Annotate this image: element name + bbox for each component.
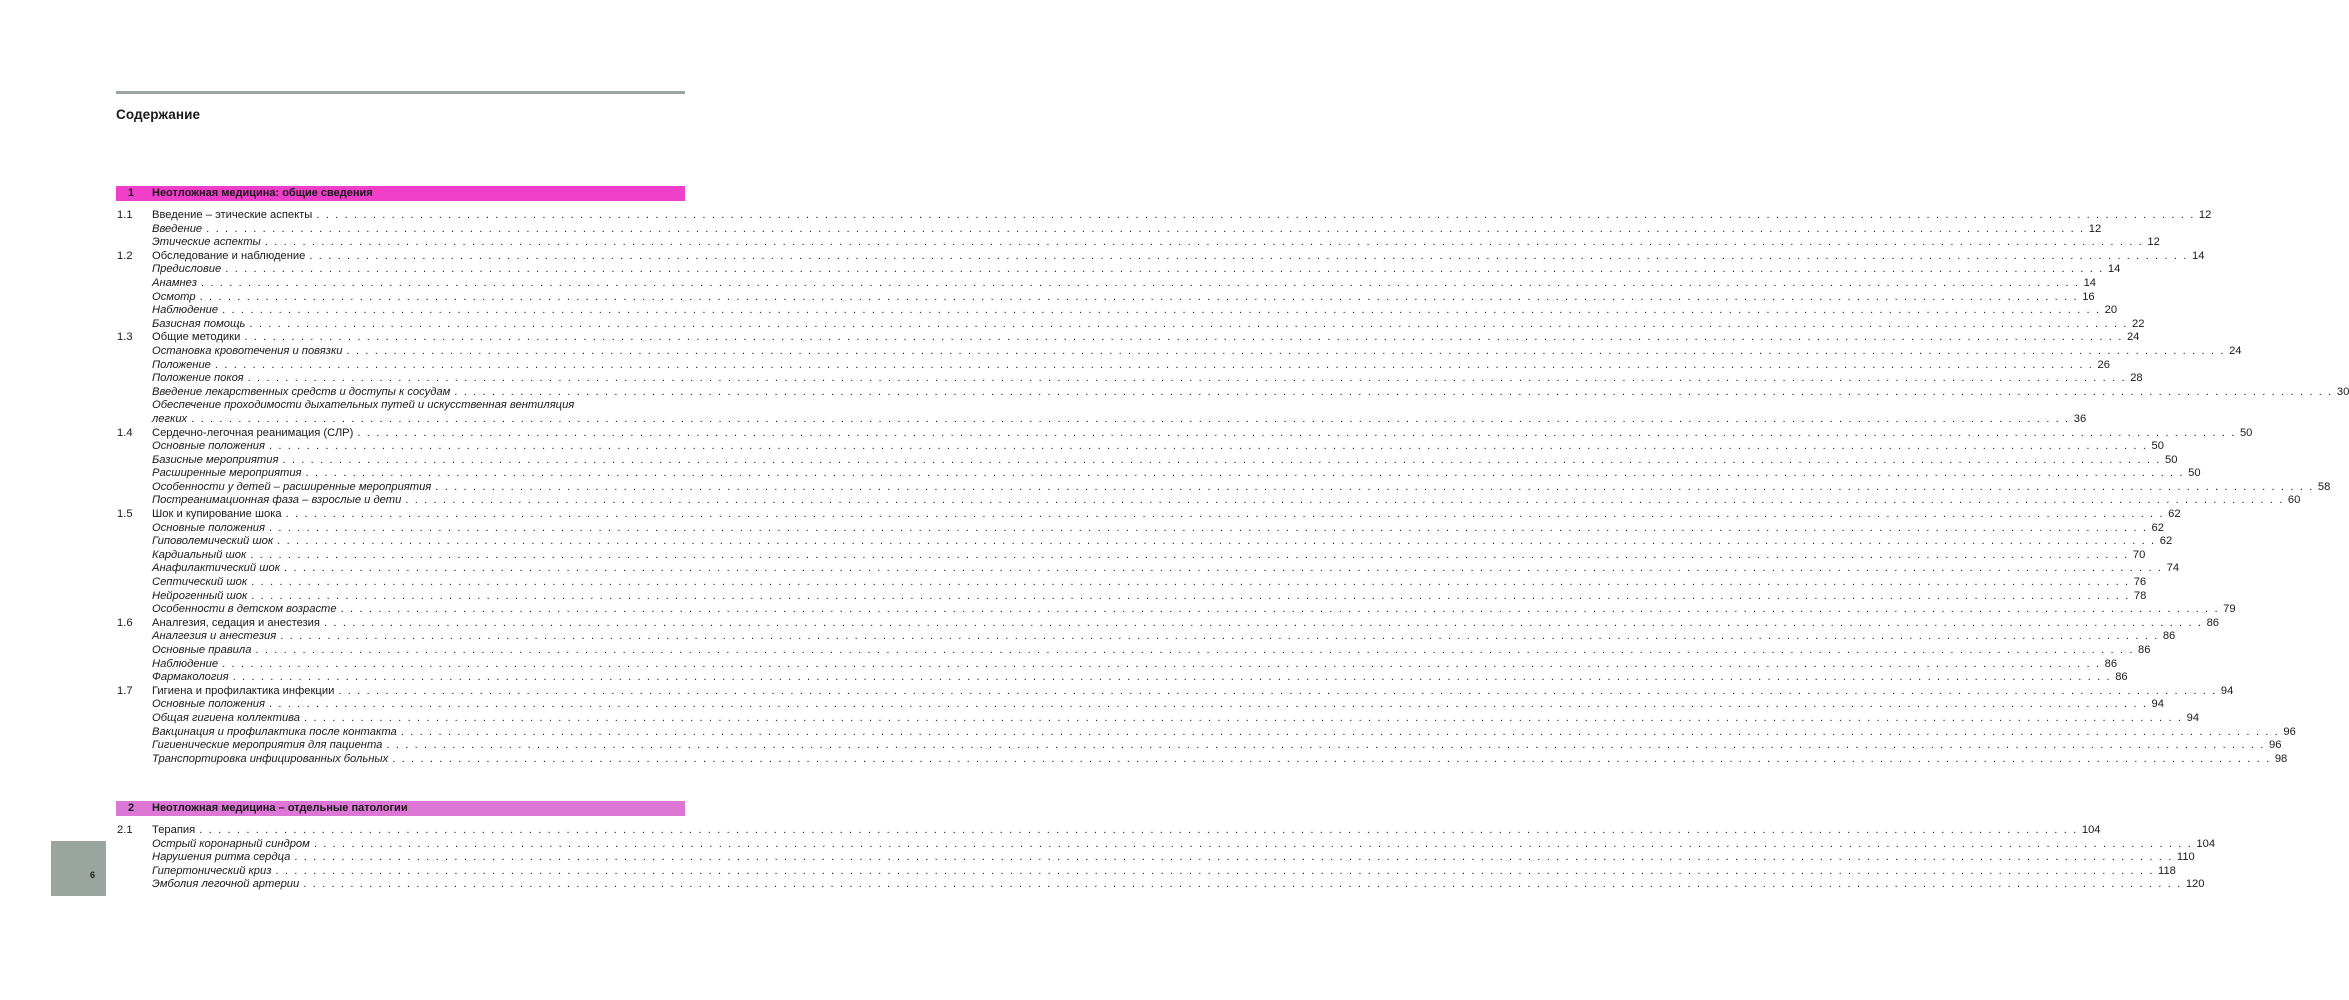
dot-leader: . . . . . . . . . . . . . . . . . . . . . . . . . . . . . . . . . . . . . . . . . . . . . . . . . . . . . . . . . . . . . . . . . . . . . . . . . . . . . . . . . . . . . . . . . . . . . . . . . . . . . . . . . . . . . . . . . . . . . . . . . . . . . . . . . . . . . . . . . . . . . . . . . . . . . . . . . . . . . . . . . . . . . . . . . . . . . . . . . . . . . . . . . . . . . . . . . . . . . . . . bbox=[282, 453, 2162, 466]
entry-page: 12 bbox=[2147, 236, 2160, 249]
toc-subentry bbox=[116, 385, 2349, 400]
dot-leader: . . . . . . . . . . . . . . . . . . . . . . . . . . . . . . . . . . . . . . . . . . . . . . . . . . . . . . . . . . . . . . . . . . . . . . . . . . . . . . . . . . . . . . . . . . . . . . . . . . . . . . . . . . . . . . . . . . . . . . . . . . . . . . . . . . . . . . . . . . . . . . . . . . . . . . . . . . . . . . . . . . . . . . . . . . . . . . . . . . . . . . . . . . . . . . . . . . . . . . . . bbox=[405, 494, 2284, 507]
entry-page: 12 bbox=[2198, 209, 2212, 221]
entry-number: 2.1 bbox=[117, 824, 133, 836]
dot-leader: . . . . . . . . . . . . . . . . . . . . . . . . . . . . . . . . . . . . . . . . . . . . . . . . . . . . . . . . . . . . . . . . . . . . . . . . . . . . . . . . . . . . . . . . . . . . . . . . . . . . . . . . . . . . . . . . . . . . . . . . . . . . . . . . . . . . . . . . . . . . . . . . . . . . . . . . . . . . . . . . . . . . . . . . . . . . . . . . . . . . . . . . . . . . . . . . . . . . . . . . bbox=[214, 358, 2094, 371]
dot-leader: . . . . . . . . . . . . . . . . . . . . . . . . . . . . . . . . . . . . . . . . . . . . . . . . . . . . . . . . . . . . . . . . . . . . . . . . . . . . . . . . . . . . . . . . . . . . . . . . . . . . . . . . . . . . . . . . . . . . . . . . . . . . . . . . . . . . . . . . . . . . . . . . . . . . . . . . . . . . . . . . . . . . . . . . . . . . . . . . . . . . . . . . . . . . . . . . . . . . . . . . bbox=[255, 644, 2135, 656]
dot-leader: . . . . . . . . . . . . . . . . . . . . . . . . . . . . . . . . . . . . . . . . . . . . . . . . . . . . . . . . . . . . . . . . . . . . . . . . . . . . . . . . . . . . . . . . . . . . . . . . . . . . . . . . . . . . . . . . . . . . . . . . . . . . . . . . . . . . . . . . . . . . . . . . . . . . . . . . . . . . . . . . . . . . . . . . . . . . . . . . . . . . . . . . . . . . . . . . . . . . . . . . bbox=[244, 331, 2123, 344]
dot-leader: . . . . . . . . . . . . . . . . . . . . . . . . . . . . . . . . . . . . . . . . . . . . . . . . . . . . . . . . . . . . . . . . . . . . . . . . . . . . . . . . . . . . . . . . . . . . . . . . . . . . . . . . . . . . . . . . . . . . . . . . . . . . . . . . . . . . . . . . . . . . . . . . . . . . . . . . . . . . . . . . . . . . . . . . . . . . . . . . . . . . . . . . . . . . . . . . . . . . . . . . bbox=[222, 657, 2101, 670]
entry-number: 1.7 bbox=[117, 684, 133, 697]
dot-leader: . . . . . . . . . . . . . . . . . . . . . . . . . . . . . . . . . . . . . . . . . . . . . . . . . . . . . . . . . . . . . . . . . . . . . . . . . . . . . . . . . . . . . . . . . . . . . . . . . . . . . . . . . . . . . . . . . . . . . . . . . . . . . . . . . . . . . . . . . . . . . . . . . . . . . . . . . . . . . . . . . . . . . . . . . . . . . . . . . . . . . . . . . . . . . . . . . . . . . . . . bbox=[225, 263, 2104, 276]
entry-title: Фармакология bbox=[152, 671, 229, 684]
entry-line bbox=[152, 616, 2220, 631]
entry-title: Положение покоя bbox=[152, 372, 244, 385]
entry-title: Терапия bbox=[152, 824, 196, 836]
entry-title: Остановка кровотечения и повязки bbox=[152, 344, 343, 357]
entry-line bbox=[152, 562, 2180, 576]
entry-line bbox=[152, 589, 2147, 604]
entry-line bbox=[152, 698, 2164, 712]
dot-leader: . . . . . . . . . . . . . . . . . . . . . . . . . . . . . . . . . . . . . . . . . . . . . . . . . . . . . . . . . . . . . . . . . . . . . . . . . . . . . . . . . . . . . . . . . . . . . . . . . . . . . . . . . . . . . . . . . . . . . . . . . . . . . . . . . . . . . . . . . . . . . . . . . . . . . . . . . . . . . . . . . . . . . . . . . . . . . . . . . . . . . . . . . . . . . . . . . . . . . . . . bbox=[249, 317, 2129, 330]
entry-line bbox=[152, 222, 2102, 237]
toc-subentry bbox=[116, 603, 2236, 617]
entry-page: 78 bbox=[2133, 589, 2147, 602]
entry-title: Постреанимационная фаза – взрослые и дети bbox=[152, 494, 402, 507]
entry-page: 110 bbox=[2176, 851, 2195, 864]
entry-line bbox=[152, 276, 2097, 291]
entry-page: 12 bbox=[2088, 222, 2102, 235]
entry-page: 36 bbox=[2073, 412, 2087, 425]
dot-leader: . . . . . . . . . . . . . . . . . . . . . . . . . . . . . . . . . . . . . . . . . . . . . . . . . . . . . . . . . . . . . . . . . . . . . . . . . . . . . . . . . . . . . . . . . . . . . . . . . . . . . . . . . . . . . . . . . . . . . . . . . . . . . . . . . . . . . . . . . . . . . . . . . . . . . . . . . . . . . . . . . . . . . . . . . . . . . . . . . . . . . . . . . . . . . . . . . . . . . . . . bbox=[232, 671, 2112, 684]
entry-line bbox=[152, 236, 2160, 250]
toc-subentry bbox=[116, 644, 2151, 658]
entry-line bbox=[152, 864, 2176, 879]
toc-subentry bbox=[116, 837, 2216, 852]
entry-title: Расширенные мероприятия bbox=[152, 467, 302, 480]
entry-title: Кардиальный шок bbox=[152, 548, 247, 561]
entry-line bbox=[152, 837, 2216, 852]
entry-page: 94 bbox=[2151, 698, 2164, 711]
entry-line bbox=[152, 684, 2234, 699]
entry-title: Гигиенические мероприятия для пациента bbox=[152, 739, 383, 752]
toc-subentry bbox=[116, 304, 2118, 318]
dot-leader: . . . . . . . . . . . . . . . . . . . . . . . . . . . . . . . . . . . . . . . . . . . . . . . . . . . . . . . . . . . . . . . . . . . . . . . . . . . . . . . . . . . . . . . . . . . . . . . . . . . . . . . . . . . . . . . . . . . . . . . . . . . . . . . . . . . . . . . . . . . . . . . . . . . . . . . . . . . . . . . . . . . . . . . . . . . . . . . . . . . . . . . . . . . . . . . . . . . . . . . . bbox=[323, 616, 2203, 629]
dot-leader: . . . . . . . . . . . . . . . . . . . . . . . . . . . . . . . . . . . . . . . . . . . . . . . . . . . . . . . . . . . . . . . . . . . . . . . . . . . . . . . . . . . . . . . . . . . . . . . . . . . . . . . . . . . . . . . . . . . . . . . . . . . . . . . . . . . . . . . . . . . . . . . . . . . . . . . . . . . . . . . . . . . . . . . . . . . . . . . . . . . . . . . . . . . . . . . . . . . . . . . . bbox=[340, 603, 2220, 616]
entry-line bbox=[152, 576, 2147, 590]
section-header-1 bbox=[116, 186, 685, 201]
entry-page: 86 bbox=[2138, 644, 2151, 656]
toc-entry bbox=[116, 209, 2212, 223]
entry-page: 79 bbox=[2223, 603, 2236, 616]
toc-subentry bbox=[116, 236, 2160, 250]
entry-line bbox=[152, 412, 2087, 427]
entry-title: Положение bbox=[152, 358, 211, 371]
entry-title: Введение – этические аспекты bbox=[152, 209, 313, 221]
entry-page: 86 bbox=[2104, 657, 2118, 670]
dot-leader: . . . . . . . . . . . . . . . . . . . . . . . . . . . . . . . . . . . . . . . . . . . . . . . . . . . . . . . . . . . . . . . . . . . . . . . . . . . . . . . . . . . . . . . . . . . . . . . . . . . . . . . . . . . . . . . . . . . . . . . . . . . . . . . . . . . . . . . . . . . . . . . . . . . . . . . . . . . . . . . . . . . . . . . . . . . . . . . . . . . . . . . . . . . . . . . . . . . . . . . . bbox=[191, 412, 2070, 425]
section-number: 2 bbox=[128, 802, 135, 814]
toc-subentry bbox=[116, 440, 2164, 454]
entry-number: 1.6 bbox=[117, 616, 133, 629]
entry-page: 62 bbox=[2168, 508, 2181, 521]
dot-leader: . . . . . . . . . . . . . . . . . . . . . . . . . . . . . . . . . . . . . . . . . . . . . . . . . . . . . . . . . . . . . . . . . . . . . . . . . . . . . . . . . . . . . . . . . . . . . . . . . . . . . . . . . . . . . . . . . . . . . . . . . . . . . . . . . . . . . . . . . . . . . . . . . . . . . . . . . . . . . . . . . . . . . . . . . . . . . . . . . . . . . . . . . . . . . . . . . . . . . . . . bbox=[277, 535, 2156, 548]
entry-line bbox=[152, 548, 2146, 563]
entry-page: 60 bbox=[2287, 494, 2301, 507]
entry-title: Гигиена и профилактика инфекции bbox=[152, 684, 335, 697]
toc-subentry bbox=[116, 372, 2143, 386]
entry-page: 26 bbox=[2097, 358, 2110, 371]
entry-title: Особенности у детей – расширенные мероприятия bbox=[152, 480, 432, 493]
entry-line bbox=[152, 385, 2349, 400]
entry-line bbox=[152, 657, 2118, 672]
entry-line bbox=[152, 426, 2253, 441]
entry-page: 94 bbox=[2220, 684, 2234, 697]
entry-title: Острый коронарный синдром bbox=[152, 837, 310, 850]
entry-page: 70 bbox=[2132, 548, 2146, 561]
entry-line bbox=[152, 671, 2128, 685]
dot-leader: . . . . . . . . . . . . . . . . . . . . . . . . . . . . . . . . . . . . . . . . . . . . . . . . . . . . . . . . . . . . . . . . . . . . . . . . . . . . . . . . . . . . . . . . . . . . . . . . . . . . . . . . . . . . . . . . . . . . . . . . . . . . . . . . . . . . . . . . . . . . . . . . . . . . . . . . . . . . . . . . . . . . . . . . . . . . . . . . . . . . . . . . . . . . . . . . . . . . . . . . bbox=[357, 426, 2236, 439]
entry-line bbox=[152, 535, 2173, 549]
entry-number: 1.4 bbox=[117, 426, 133, 439]
entry-page: 14 bbox=[2107, 263, 2121, 276]
toc-subentry bbox=[116, 698, 2164, 712]
section-title: Неотложная медицина: общие сведения bbox=[152, 187, 373, 199]
dot-leader: . . . . . . . . . . . . . . . . . . . . . . . . . . . . . . . . . . . . . . . . . . . . . . . . . . . . . . . . . . . . . . . . . . . . . . . . . . . . . . . . . . . . . . . . . . . . . . . . . . . . . . . . . . . . . . . . . . . . . . . . . . . . . . . . . . . . . . . . . . . . . . . . . . . . . . . . . . . . . . . . . . . . . . . . . . . . . . . . . . . . . . . . . . . . . . . . . . . . . . . . bbox=[206, 222, 2085, 235]
page-tab bbox=[51, 841, 106, 896]
entry-line bbox=[152, 711, 2200, 726]
entry-page: 62 bbox=[2159, 535, 2173, 548]
toc-section-2 bbox=[116, 824, 2216, 892]
entry-line bbox=[152, 630, 2176, 644]
entry-page: 86 bbox=[2162, 630, 2176, 643]
entry-page: 86 bbox=[2115, 671, 2128, 684]
dot-leader: . . . . . . . . . . . . . . . . . . . . . . . . . . . . . . . . . . . . . . . . . . . . . . . . . . . . . . . . . . . . . . . . . . . . . . . . . . . . . . . . . . . . . . . . . . . . . . . . . . . . . . . . . . . . . . . . . . . . . . . . . . . . . . . . . . . . . . . . . . . . . . . . . . . . . . . . . . . . . . . . . . . . . . . . . . . . . . . . . . . . . . . . . . . . . . . . . . . . . . . . bbox=[313, 837, 2193, 850]
entry-title: Аналгезия и анестезия bbox=[152, 630, 277, 643]
toc-subentry bbox=[116, 548, 2146, 563]
entry-title: Предисловие bbox=[152, 263, 222, 276]
dot-leader: . . . . . . . . . . . . . . . . . . . . . . . . . . . . . . . . . . . . . . . . . . . . . . . . . . . . . . . . . . . . . . . . . . . . . . . . . . . . . . . . . . . . . . . . . . . . . . . . . . . . . . . . . . . . . . . . . . . . . . . . . . . . . . . . . . . . . . . . . . . . . . . . . . . . . . . . . . . . . . . . . . . . . . . . . . . . . . . . . . . . . . . . . . . . . . . . . . . . . . . . bbox=[285, 508, 2165, 521]
toc-subentry bbox=[116, 480, 2331, 495]
toc-subentry bbox=[116, 290, 2095, 305]
entry-page: 98 bbox=[2274, 752, 2288, 765]
entry-line bbox=[152, 440, 2164, 454]
entry-line bbox=[152, 508, 2181, 522]
dot-leader: . . . . . . . . . . . . . . . . . . . . . . . . . . . . . . . . . . . . . . . . . . . . . . . . . . . . . . . . . . . . . . . . . . . . . . . . . . . . . . . . . . . . . . . . . . . . . . . . . . . . . . . . . . . . . . . . . . . . . . . . . . . . . . . . . . . . . . . . . . . . . . . . . . . . . . . . . . . . . . . . . . . . . . . . . . . . . . . . . . . . . . . . . . . . . . . . . . . . . . . . bbox=[251, 589, 2130, 602]
toc-subentry bbox=[116, 739, 2282, 753]
entry-line bbox=[152, 263, 2121, 277]
entry-title: Основные положения bbox=[152, 440, 265, 453]
toc-section-1 bbox=[116, 209, 2349, 766]
dot-leader: . . . . . . . . . . . . . . . . . . . . . . . . . . . . . . . . . . . . . . . . . . . . . . . . . . . . . . . . . . . . . . . . . . . . . . . . . . . . . . . . . . . . . . . . . . . . . . . . . . . . . . . . . . . . . . . . . . . . . . . . . . . . . . . . . . . . . . . . . . . . . . . . . . . . . . . . . . . . . . . . . . . . . . . . . . . . . . . . . . . . . . . . . . . . . . . . . . . . . . . . bbox=[392, 752, 2271, 765]
toc-subentry bbox=[116, 399, 685, 413]
entry-number: 1.1 bbox=[117, 209, 133, 221]
entry-line bbox=[152, 290, 2095, 305]
entry-title: Септический шок bbox=[152, 576, 248, 589]
dot-leader: . . . . . . . . . . . . . . . . . . . . . . . . . . . . . . . . . . . . . . . . . . . . . . . . . . . . . . . . . . . . . . . . . . . . . . . . . . . . . . . . . . . . . . . . . . . . . . . . . . . . . . . . . . . . . . . . . . . . . . . . . . . . . . . . . . . . . . . . . . . . . . . . . . . . . . . . . . . . . . . . . . . . . . . . . . . . . . . . . . . . . . . . . . . . . . . . . . . . . . . . bbox=[346, 344, 2226, 357]
entry-page: 86 bbox=[2206, 616, 2220, 629]
toc-entry bbox=[116, 331, 2140, 345]
dot-leader: . . . . . . . . . . . . . . . . . . . . . . . . . . . . . . . . . . . . . . . . . . . . . . . . . . . . . . . . . . . . . . . . . . . . . . . . . . . . . . . . . . . . . . . . . . . . . . . . . . . . . . . . . . . . . . . . . . . . . . . . . . . . . . . . . . . . . . . . . . . . . . . . . . . . . . . . . . . . . . . . . . . . . . . . . . . . . . . . . . . . . . . . . . . . . . . . . . . . . . . . bbox=[303, 878, 2182, 891]
entry-title: Анамнез bbox=[152, 276, 197, 289]
entry-title: Обеспечение проходимости дыхательных путей и искусственная вентиляция bbox=[152, 399, 575, 412]
entry-page: 30 bbox=[2336, 385, 2349, 398]
dot-leader: . . . . . . . . . . . . . . . . . . . . . . . . . . . . . . . . . . . . . . . . . . . . . . . . . . . . . . . . . . . . . . . . . . . . . . . . . . . . . . . . . . . . . . . . . . . . . . . . . . . . . . . . . . . . . . . . . . . . . . . . . . . . . . . . . . . . . . . . . . . . . . . . . . . . . . . . . . . . . . . . . . . . . . . . . . . . . . . . . . . . . . . . . . . . . . . . . . . . . . . . bbox=[250, 548, 2129, 561]
entry-title: Транспортировка инфицированных больных bbox=[152, 752, 389, 765]
entry-line bbox=[152, 752, 2288, 767]
entry-line bbox=[152, 739, 2282, 753]
toc-entry bbox=[116, 616, 2220, 631]
dot-leader: . . . . . . . . . . . . . . . . . . . . . . . . . . . . . . . . . . . . . . . . . . . . . . . . . . . . . . . . . . . . . . . . . . . . . . . . . . . . . . . . . . . . . . . . . . . . . . . . . . . . . . . . . . . . . . . . . . . . . . . . . . . . . . . . . . . . . . . . . . . . . . . . . . . . . . . . . . . . . . . . . . . . . . . . . . . . . . . . . . . . . . . . . . . . . . . . . . . . . . . . bbox=[284, 562, 2163, 575]
toc-subentry bbox=[116, 521, 2164, 536]
entry-page: 14 bbox=[2191, 249, 2205, 262]
entry-line bbox=[152, 331, 2140, 345]
toc-subentry bbox=[116, 657, 2118, 672]
entry-title: Основные положения bbox=[152, 698, 265, 711]
toc-subentry bbox=[116, 535, 2173, 549]
entry-line bbox=[152, 399, 685, 413]
entry-line bbox=[152, 453, 2178, 468]
dot-leader: . . . . . . . . . . . . . . . . . . . . . . . . . . . . . . . . . . . . . . . . . . . . . . . . . . . . . . . . . . . . . . . . . . . . . . . . . . . . . . . . . . . . . . . . . . . . . . . . . . . . . . . . . . . . . . . . . . . . . . . . . . . . . . . . . . . . . . . . . . . . . . . . . . . . . . . . . . . . . . . . . . . . . . . . . . . . . . . . . . . . . . . . . . . . . . . . . . . . . . . . bbox=[200, 276, 2080, 289]
entry-page: 96 bbox=[2268, 739, 2282, 752]
entry-line bbox=[152, 603, 2236, 617]
entry-page: 76 bbox=[2133, 576, 2147, 589]
entry-page: 104 bbox=[2196, 837, 2216, 850]
entry-page: 74 bbox=[2166, 562, 2180, 575]
section-header-2 bbox=[116, 801, 685, 816]
entry-title: Введение bbox=[152, 222, 203, 235]
entry-line bbox=[152, 344, 2242, 359]
entry-title: Сердечно-легочная реанимация (СЛР) bbox=[152, 426, 354, 439]
section-number: 1 bbox=[128, 187, 135, 199]
dot-leader: . . . . . . . . . . . . . . . . . . . . . . . . . . . . . . . . . . . . . . . . . . . . . . . . . . . . . . . . . . . . . . . . . . . . . . . . . . . . . . . . . . . . . . . . . . . . . . . . . . . . . . . . . . . . . . . . . . . . . . . . . . . . . . . . . . . . . . . . . . . . . . . . . . . . . . . . . . . . . . . . . . . . . . . . . . . . . . . . . . . . . . . . . . . . . . . . . . . . . . . . bbox=[199, 824, 2078, 836]
entry-page: 50 bbox=[2188, 467, 2201, 480]
dot-leader: . . . . . . . . . . . . . . . . . . . . . . . . . . . . . . . . . . . . . . . . . . . . . . . . . . . . . . . . . . . . . . . . . . . . . . . . . . . . . . . . . . . . . . . . . . . . . . . . . . . . . . . . . . . . . . . . . . . . . . . . . . . . . . . . . . . . . . . . . . . . . . . . . . . . . . . . . . . . . . . . . . . . . . . . . . . . . . . . . . . . . . . . . . . . . . . . . . . . . . . . bbox=[264, 236, 2144, 249]
entry-line bbox=[152, 824, 2101, 838]
toc-subentry bbox=[116, 671, 2128, 685]
entry-title: Эмболия легочной артерии bbox=[152, 878, 300, 891]
toc-entry bbox=[116, 684, 2234, 699]
entry-page: 20 bbox=[2104, 304, 2118, 317]
entry-title: Гипертонический криз bbox=[152, 864, 272, 877]
dot-leader: . . . . . . . . . . . . . . . . . . . . . . . . . . . . . . . . . . . . . . . . . . . . . . . . . . . . . . . . . . . . . . . . . . . . . . . . . . . . . . . . . . . . . . . . . . . . . . . . . . . . . . . . . . . . . . . . . . . . . . . . . . . . . . . . . . . . . . . . . . . . . . . . . . . . . . . . . . . . . . . . . . . . . . . . . . . . . . . . . . . . . . . . . . . . . . . . . . . . . . . . bbox=[294, 851, 2173, 864]
dot-leader: . . . . . . . . . . . . . . . . . . . . . . . . . . . . . . . . . . . . . . . . . . . . . . . . . . . . . . . . . . . . . . . . . . . . . . . . . . . . . . . . . . . . . . . . . . . . . . . . . . . . . . . . . . . . . . . . . . . . . . . . . . . . . . . . . . . . . . . . . . . . . . . . . . . . . . . . . . . . . . . . . . . . . . . . . . . . . . . . . . . . . . . . . . . . . . . . . . . . . . . . bbox=[435, 480, 2314, 493]
entry-page: 50 bbox=[2239, 426, 2253, 439]
dot-leader: . . . . . . . . . . . . . . . . . . . . . . . . . . . . . . . . . . . . . . . . . . . . . . . . . . . . . . . . . . . . . . . . . . . . . . . . . . . . . . . . . . . . . . . . . . . . . . . . . . . . . . . . . . . . . . . . . . . . . . . . . . . . . . . . . . . . . . . . . . . . . . . . . . . . . . . . . . . . . . . . . . . . . . . . . . . . . . . . . . . . . . . . . . . . . . . . . . . . . . . . bbox=[454, 385, 2333, 398]
entry-number: 1.3 bbox=[117, 331, 133, 344]
entry-title: Нарушения ритма сердца bbox=[152, 851, 291, 864]
entry-title: Вакцинация и профилактика после контакта bbox=[152, 725, 397, 738]
entry-title: Шок и купирование шока bbox=[152, 508, 282, 521]
toc-subentry bbox=[116, 630, 2176, 644]
entry-page: 50 bbox=[2165, 453, 2178, 466]
toc-subentry bbox=[116, 453, 2178, 468]
toc-subentry bbox=[116, 222, 2102, 237]
entry-line bbox=[152, 249, 2205, 264]
entry-title: Этические аспекты bbox=[152, 236, 261, 249]
dot-leader: . . . . . . . . . . . . . . . . . . . . . . . . . . . . . . . . . . . . . . . . . . . . . . . . . . . . . . . . . . . . . . . . . . . . . . . . . . . . . . . . . . . . . . . . . . . . . . . . . . . . . . . . . . . . . . . . . . . . . . . . . . . . . . . . . . . . . . . . . . . . . . . . . . . . . . . . . . . . . . . . . . . . . . . . . . . . . . . . . . . . . . . . . . . . . . . . . . . . . . . . bbox=[199, 290, 2079, 303]
entry-title: Особенности в детском возрасте bbox=[152, 603, 337, 616]
entry-page: 22 bbox=[2132, 317, 2145, 330]
toc-subentry bbox=[116, 711, 2200, 726]
entry-page: 94 bbox=[2186, 711, 2200, 724]
entry-line bbox=[152, 358, 2110, 373]
dot-leader: . . . . . . . . . . . . . . . . . . . . . . . . . . . . . . . . . . . . . . . . . . . . . . . . . . . . . . . . . . . . . . . . . . . . . . . . . . . . . . . . . . . . . . . . . . . . . . . . . . . . . . . . . . . . . . . . . . . . . . . . . . . . . . . . . . . . . . . . . . . . . . . . . . . . . . . . . . . . . . . . . . . . . . . . . . . . . . . . . . . . . . . . . . . . . . . . . . . . . . . . bbox=[386, 739, 2265, 752]
entry-line bbox=[152, 725, 2296, 740]
dot-leader: . . . . . . . . . . . . . . . . . . . . . . . . . . . . . . . . . . . . . . . . . . . . . . . . . . . . . . . . . . . . . . . . . . . . . . . . . . . . . . . . . . . . . . . . . . . . . . . . . . . . . . . . . . . . . . . . . . . . . . . . . . . . . . . . . . . . . . . . . . . . . . . . . . . . . . . . . . . . . . . . . . . . . . . . . . . . . . . . . . . . . . . . . . . . . . . . . . . . . . . . bbox=[400, 725, 2280, 738]
entry-line bbox=[152, 644, 2151, 658]
entry-title: Базисная помощь bbox=[152, 317, 246, 330]
toc-subentry bbox=[116, 752, 2288, 767]
entry-title: Основные положения bbox=[152, 521, 265, 534]
entry-title: Нейрогенный шок bbox=[152, 589, 248, 602]
entry-page: 58 bbox=[2317, 480, 2331, 493]
toc-subentry bbox=[116, 412, 2087, 427]
entry-title: Анафилактический шок bbox=[152, 562, 280, 575]
toc-subentry bbox=[116, 344, 2242, 359]
entry-line bbox=[152, 317, 2145, 332]
dot-leader: . . . . . . . . . . . . . . . . . . . . . . . . . . . . . . . . . . . . . . . . . . . . . . . . . . . . . . . . . . . . . . . . . . . . . . . . . . . . . . . . . . . . . . . . . . . . . . . . . . . . . . . . . . . . . . . . . . . . . . . . . . . . . . . . . . . . . . . . . . . . . . . . . . . . . . . . . . . . . . . . . . . . . . . . . . . . . . . . . . . . . . . . . . . . . . . . . . . . . . . . bbox=[222, 304, 2101, 317]
toc-subentry bbox=[116, 562, 2180, 576]
entry-title: Осмотр bbox=[152, 290, 196, 303]
dot-leader: . . . . . . . . . . . . . . . . . . . . . . . . . . . . . . . . . . . . . . . . . . . . . . . . . . . . . . . . . . . . . . . . . . . . . . . . . . . . . . . . . . . . . . . . . . . . . . . . . . . . . . . . . . . . . . . . . . . . . . . . . . . . . . . . . . . . . . . . . . . . . . . . . . . . . . . . . . . . . . . . . . . . . . . . . . . . . . . . . . . . . . . . . . . . . . . . . . . . . . . . bbox=[338, 684, 2217, 697]
top-rule bbox=[116, 91, 685, 94]
entry-line bbox=[152, 467, 2201, 481]
entry-title: Общая гигиена коллектива bbox=[152, 711, 300, 724]
dot-leader: . . . . . . . . . . . . . . . . . . . . . . . . . . . . . . . . . . . . . . . . . . . . . . . . . . . . . . . . . . . . . . . . . . . . . . . . . . . . . . . . . . . . . . . . . . . . . . . . . . . . . . . . . . . . . . . . . . . . . . . . . . . . . . . . . . . . . . . . . . . . . . . . . . . . . . . . . . . . . . . . . . . . . . . . . . . . . . . . . . . . . . . . . . . . . . . . . . . . . . . . bbox=[247, 372, 2127, 385]
dot-leader: . . . . . . . . . . . . . . . . . . . . . . . . . . . . . . . . . . . . . . . . . . . . . . . . . . . . . . . . . . . . . . . . . . . . . . . . . . . . . . . . . . . . . . . . . . . . . . . . . . . . . . . . . . . . . . . . . . . . . . . . . . . . . . . . . . . . . . . . . . . . . . . . . . . . . . . . . . . . . . . . . . . . . . . . . . . . . . . . . . . . . . . . . . . . . . . . . . . . . . . . bbox=[305, 467, 2185, 480]
entry-line bbox=[152, 209, 2212, 223]
entry-title: легких bbox=[152, 412, 188, 425]
toc-subentry bbox=[116, 317, 2145, 332]
entry-title: Аналгезия, седация и анестезия bbox=[152, 616, 320, 629]
entry-line bbox=[152, 851, 2195, 865]
entry-line bbox=[152, 304, 2118, 318]
entry-line bbox=[152, 878, 2205, 892]
page-number: 6 bbox=[90, 870, 96, 880]
toc-subentry bbox=[116, 576, 2147, 590]
entry-page: 28 bbox=[2130, 372, 2143, 385]
entry-page: 104 bbox=[2081, 824, 2101, 836]
entry-page: 96 bbox=[2283, 725, 2296, 738]
entry-title: Основные правила bbox=[152, 644, 252, 656]
dot-leader: . . . . . . . . . . . . . . . . . . . . . . . . . . . . . . . . . . . . . . . . . . . . . . . . . . . . . . . . . . . . . . . . . . . . . . . . . . . . . . . . . . . . . . . . . . . . . . . . . . . . . . . . . . . . . . . . . . . . . . . . . . . . . . . . . . . . . . . . . . . . . . . . . . . . . . . . . . . . . . . . . . . . . . . . . . . . . . . . . . . . . . . . . . . . . . . . . . . . . . . . bbox=[268, 440, 2148, 453]
toc-entry bbox=[116, 824, 2101, 838]
dot-leader: . . . . . . . . . . . . . . . . . . . . . . . . . . . . . . . . . . . . . . . . . . . . . . . . . . . . . . . . . . . . . . . . . . . . . . . . . . . . . . . . . . . . . . . . . . . . . . . . . . . . . . . . . . . . . . . . . . . . . . . . . . . . . . . . . . . . . . . . . . . . . . . . . . . . . . . . . . . . . . . . . . . . . . . . . . . . . . . . . . . . . . . . . . . . . . . . . . . . . . . . bbox=[304, 711, 2183, 724]
entry-line bbox=[152, 494, 2301, 508]
entry-page: 24 bbox=[2126, 331, 2140, 344]
toc-subentry bbox=[116, 494, 2301, 508]
page-title: Содержание bbox=[116, 107, 201, 122]
dot-leader: . . . . . . . . . . . . . . . . . . . . . . . . . . . . . . . . . . . . . . . . . . . . . . . . . . . . . . . . . . . . . . . . . . . . . . . . . . . . . . . . . . . . . . . . . . . . . . . . . . . . . . . . . . . . . . . . . . . . . . . . . . . . . . . . . . . . . . . . . . . . . . . . . . . . . . . . . . . . . . . . . . . . . . . . . . . . . . . . . . . . . . . . . . . . . . . . . . . . . . . . bbox=[275, 864, 2155, 877]
entry-page: 50 bbox=[2151, 440, 2164, 453]
entry-title: Наблюдение bbox=[152, 304, 219, 317]
entry-page: 16 bbox=[2082, 290, 2095, 303]
entry-page: 120 bbox=[2185, 878, 2205, 891]
dot-leader: . . . . . . . . . . . . . . . . . . . . . . . . . . . . . . . . . . . . . . . . . . . . . . . . . . . . . . . . . . . . . . . . . . . . . . . . . . . . . . . . . . . . . . . . . . . . . . . . . . . . . . . . . . . . . . . . . . . . . . . . . . . . . . . . . . . . . . . . . . . . . . . . . . . . . . . . . . . . . . . . . . . . . . . . . . . . . . . . . . . . . . . . . . . . . . . . . . . . . . . . bbox=[280, 630, 2159, 643]
toc-entry bbox=[116, 249, 2205, 264]
entry-line bbox=[152, 480, 2331, 495]
toc-subentry bbox=[116, 864, 2176, 879]
entry-page: 24 bbox=[2229, 344, 2242, 357]
entry-line bbox=[152, 521, 2164, 536]
toc-subentry bbox=[116, 467, 2201, 481]
toc-subentry bbox=[116, 263, 2121, 277]
entry-page: 62 bbox=[2151, 521, 2164, 534]
dot-leader: . . . . . . . . . . . . . . . . . . . . . . . . . . . . . . . . . . . . . . . . . . . . . . . . . . . . . . . . . . . . . . . . . . . . . . . . . . . . . . . . . . . . . . . . . . . . . . . . . . . . . . . . . . . . . . . . . . . . . . . . . . . . . . . . . . . . . . . . . . . . . . . . . . . . . . . . . . . . . . . . . . . . . . . . . . . . . . . . . . . . . . . . . . . . . . . . . . . . . . . . bbox=[268, 521, 2148, 534]
section-title: Неотложная медицина – отдельные патологии bbox=[152, 802, 408, 814]
dot-leader: . . . . . . . . . . . . . . . . . . . . . . . . . . . . . . . . . . . . . . . . . . . . . . . . . . . . . . . . . . . . . . . . . . . . . . . . . . . . . . . . . . . . . . . . . . . . . . . . . . . . . . . . . . . . . . . . . . . . . . . . . . . . . . . . . . . . . . . . . . . . . . . . . . . . . . . . . . . . . . . . . . . . . . . . . . . . . . . . . . . . . . . . . . . . . . . . . . . . . . . . bbox=[268, 698, 2148, 711]
entry-page: 14 bbox=[2083, 276, 2097, 289]
toc-subentry bbox=[116, 851, 2195, 865]
entry-title: Наблюдение bbox=[152, 657, 219, 670]
entry-title: Введение лекарственных средств и доступы к сосудам bbox=[152, 385, 451, 398]
toc-subentry bbox=[116, 725, 2296, 740]
dot-leader: . . . . . . . . . . . . . . . . . . . . . . . . . . . . . . . . . . . . . . . . . . . . . . . . . . . . . . . . . . . . . . . . . . . . . . . . . . . . . . . . . . . . . . . . . . . . . . . . . . . . . . . . . . . . . . . . . . . . . . . . . . . . . . . . . . . . . . . . . . . . . . . . . . . . . . . . . . . . . . . . . . . . . . . . . . . . . . . . . . . . . . . . . . . . . . . . . . . . . . . . bbox=[316, 209, 2195, 221]
dot-leader: . . . . . . . . . . . . . . . . . . . . . . . . . . . . . . . . . . . . . . . . . . . . . . . . . . . . . . . . . . . . . . . . . . . . . . . . . . . . . . . . . . . . . . . . . . . . . . . . . . . . . . . . . . . . . . . . . . . . . . . . . . . . . . . . . . . . . . . . . . . . . . . . . . . . . . . . . . . . . . . . . . . . . . . . . . . . . . . . . . . . . . . . . . . . . . . . . . . . . . . . bbox=[309, 249, 2188, 262]
toc-subentry bbox=[116, 878, 2205, 892]
entry-title: Базисные мероприятия bbox=[152, 453, 279, 466]
toc-subentry bbox=[116, 358, 2110, 373]
entry-page: 118 bbox=[2158, 864, 2176, 877]
entry-line bbox=[152, 372, 2143, 386]
entry-number: 1.2 bbox=[117, 249, 133, 262]
toc-subentry bbox=[116, 589, 2147, 604]
toc-entry bbox=[116, 508, 2181, 522]
dot-leader: . . . . . . . . . . . . . . . . . . . . . . . . . . . . . . . . . . . . . . . . . . . . . . . . . . . . . . . . . . . . . . . . . . . . . . . . . . . . . . . . . . . . . . . . . . . . . . . . . . . . . . . . . . . . . . . . . . . . . . . . . . . . . . . . . . . . . . . . . . . . . . . . . . . . . . . . . . . . . . . . . . . . . . . . . . . . . . . . . . . . . . . . . . . . . . . . . . . . . . . . bbox=[251, 576, 2130, 589]
entry-title: Общие методики bbox=[152, 331, 241, 344]
toc-entry bbox=[116, 426, 2253, 441]
entry-title: Обследование и наблюдение bbox=[152, 249, 306, 262]
entry-number: 1.5 bbox=[117, 508, 133, 521]
toc-subentry bbox=[116, 276, 2097, 291]
entry-title: Гиповолемический шок bbox=[152, 535, 274, 548]
